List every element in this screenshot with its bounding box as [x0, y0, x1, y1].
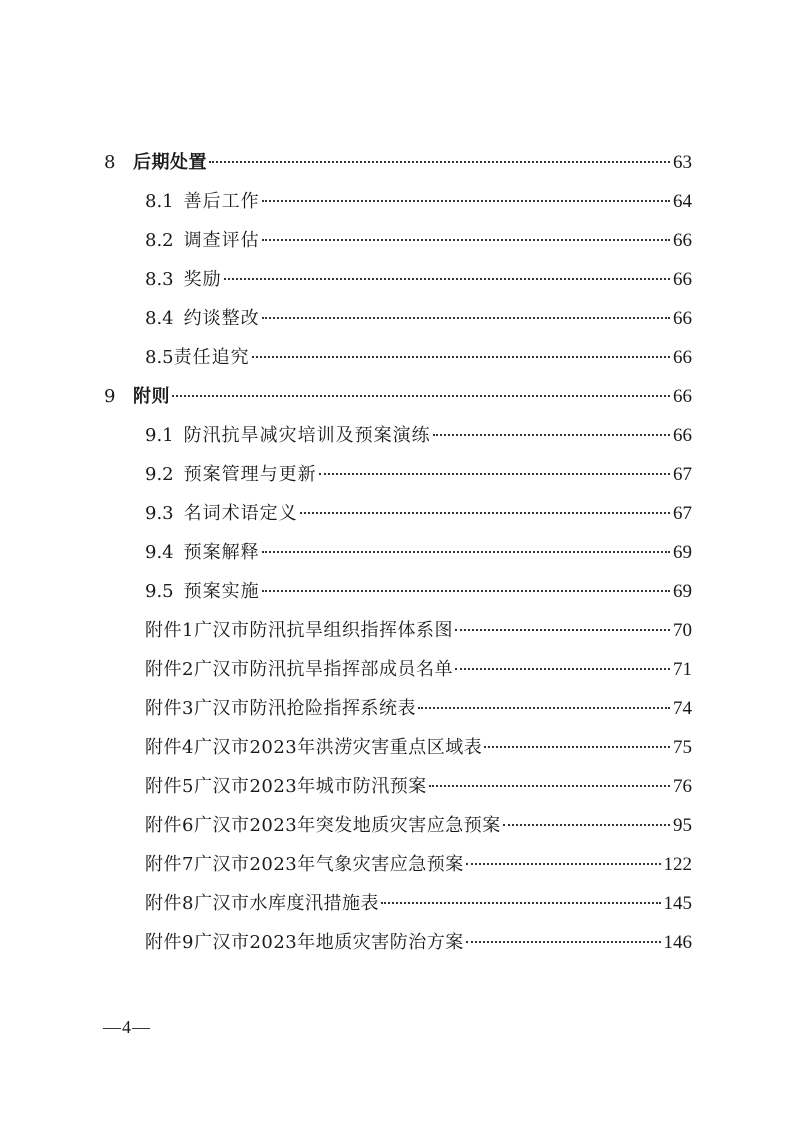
toc-number: 9.5 [145, 581, 174, 602]
dot-leader [319, 473, 670, 475]
toc-title: 附件9广汉市2023年地质灾害防治方案 [145, 932, 464, 953]
toc-page-number: 66 [673, 230, 692, 251]
dot-leader [466, 941, 661, 943]
toc-entry-8-2[interactable] [145, 228, 692, 254]
toc-title: 附件8广汉市水库度汛措施表 [145, 893, 379, 914]
toc-entry-9[interactable] [104, 384, 692, 410]
toc-title: 附件7广汉市2023年气象灾害应急预案 [145, 854, 464, 875]
toc-entry-annex-2[interactable] [145, 657, 692, 683]
toc-entry-8-1[interactable] [145, 189, 692, 215]
dot-leader [455, 668, 670, 670]
toc-page-number: 71 [673, 659, 692, 680]
toc-entry-annex-4[interactable] [145, 735, 692, 761]
toc-entry-annex-9[interactable] [145, 930, 692, 956]
toc-entry-annex-7[interactable] [145, 852, 692, 878]
toc-number: 8.2 [145, 230, 174, 251]
toc-title: 附件4广汉市2023年洪涝灾害重点区域表 [145, 737, 483, 758]
toc-title: 奖励 [183, 269, 222, 290]
toc-title: 附件2广汉市防汛抗旱指挥部成员名单 [145, 659, 453, 680]
dot-leader [418, 707, 670, 709]
toc-page-number: 146 [663, 932, 692, 953]
toc-page-number: 122 [663, 854, 692, 875]
toc-entry-9-2[interactable] [145, 462, 692, 488]
toc-page-number: 64 [673, 191, 692, 212]
toc-title: 附件5广汉市2023年城市防汛预案 [145, 776, 427, 797]
toc-title: 名词术语定义 [183, 503, 298, 524]
toc-title: 预案实施 [183, 581, 260, 602]
toc-number: 9 [104, 386, 116, 407]
toc-number: 9.3 [145, 503, 174, 524]
dot-leader [429, 785, 670, 787]
toc-entry-9-4[interactable] [145, 540, 692, 566]
dot-leader [300, 512, 670, 514]
toc-page-number: 63 [673, 152, 692, 173]
toc-page-number: 70 [673, 620, 692, 641]
toc-page-number: 67 [673, 464, 692, 485]
toc-title: 附件1广汉市防汛抗旱组织指挥体系图 [145, 620, 453, 641]
dot-leader [262, 239, 670, 241]
toc-title: 预案管理与更新 [183, 464, 317, 485]
toc-page-number: 69 [673, 581, 692, 602]
toc-title: 防汛抗旱减灾培训及预案演练 [183, 425, 431, 446]
toc-entry-8-4[interactable] [145, 306, 692, 332]
toc-title: 善后工作 [183, 191, 260, 212]
dot-leader [262, 200, 670, 202]
dot-leader [484, 746, 670, 748]
toc-number: 8 [104, 152, 116, 173]
dot-leader [466, 863, 661, 865]
toc-entry-9-5[interactable] [145, 579, 692, 605]
dot-leader [455, 629, 670, 631]
dot-leader [433, 434, 670, 436]
toc-page-number: 69 [673, 542, 692, 563]
toc-number: 8.4 [145, 308, 174, 329]
dot-leader [209, 161, 670, 163]
toc-title: 约谈整改 [183, 308, 260, 329]
toc-title: 附则 [133, 386, 170, 407]
dot-leader [262, 590, 670, 592]
toc-entry-annex-5[interactable] [145, 774, 692, 800]
toc-page-number: 75 [673, 737, 692, 758]
dot-leader [224, 278, 670, 280]
toc-number: 8.5 [145, 347, 174, 368]
toc-page-number: 66 [673, 347, 692, 368]
toc-entry-8-3[interactable] [145, 267, 692, 293]
toc-page-number: 66 [673, 425, 692, 446]
toc-page-number: 66 [673, 386, 692, 407]
toc-title: 附件6广汉市2023年突发地质灾害应急预案 [145, 815, 501, 836]
dot-leader [252, 356, 670, 358]
toc-entry-annex-3[interactable] [145, 696, 692, 722]
dot-leader [381, 902, 661, 904]
toc-page-number: 66 [673, 269, 692, 290]
toc-title: 预案解释 [183, 542, 260, 563]
toc-entry-8[interactable] [104, 150, 692, 176]
toc-page-number: 74 [673, 698, 692, 719]
toc-entry-annex-8[interactable] [145, 891, 692, 917]
toc-entry-8-5[interactable] [145, 345, 692, 371]
toc-page-number: 76 [673, 776, 692, 797]
dot-leader [262, 551, 670, 553]
toc-entry-annex-1[interactable] [145, 618, 692, 644]
toc-page-number: 66 [673, 308, 692, 329]
toc-entry-9-1[interactable] [145, 423, 692, 449]
toc-number: 9.2 [145, 464, 174, 485]
dot-leader [503, 824, 670, 826]
toc-entry-annex-6[interactable] [145, 813, 692, 839]
toc-number: 9.4 [145, 542, 174, 563]
page-footer-number: —4— [103, 1017, 151, 1037]
toc-page-number: 145 [663, 893, 692, 914]
toc-title: 责任追究 [173, 347, 250, 368]
toc-title: 后期处置 [133, 152, 207, 173]
toc-page-number: 67 [673, 503, 692, 524]
dot-leader [172, 395, 670, 397]
toc-number: 8.3 [145, 269, 174, 290]
toc-number: 9.1 [145, 425, 174, 446]
toc-title: 调查评估 [183, 230, 260, 251]
toc-page-number: 95 [673, 815, 692, 836]
dot-leader [262, 317, 670, 319]
toc-title: 附件3广汉市防汛抢险指挥系统表 [145, 698, 416, 719]
toc-number: 8.1 [145, 191, 174, 212]
toc-entry-9-3[interactable] [145, 501, 692, 527]
